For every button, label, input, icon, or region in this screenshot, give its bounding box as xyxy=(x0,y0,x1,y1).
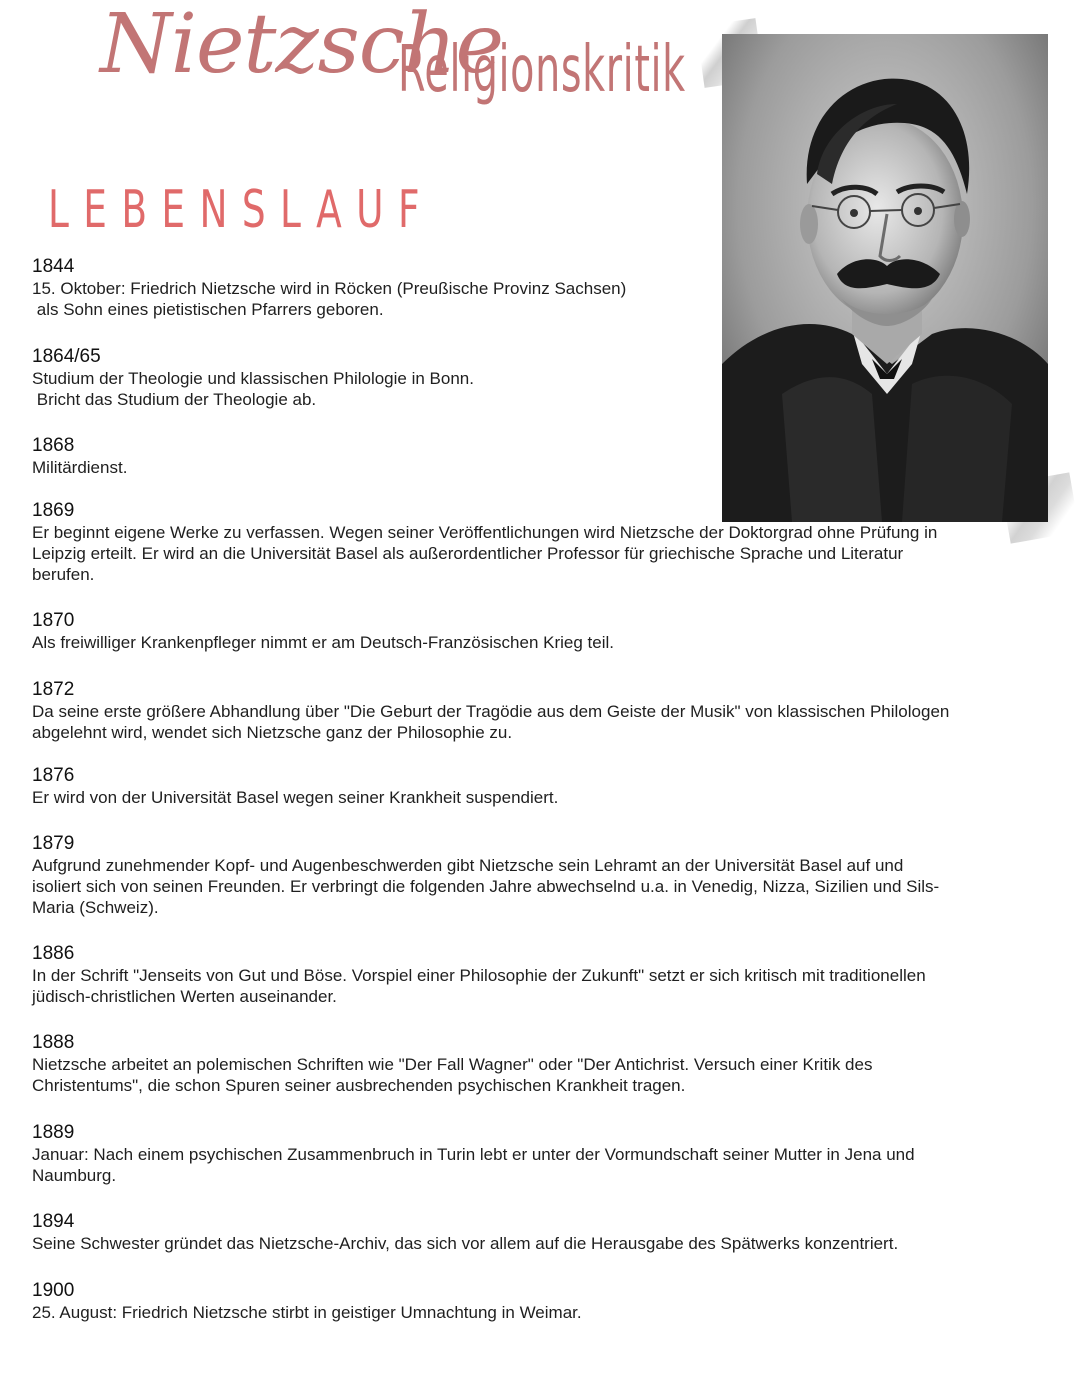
timeline-text: 15. Oktober: Friedrich Nietzsche wird in Röcken (Preußische Provinz Sachsen) als Sohn eines pietistischen Pfarrers geboren. xyxy=(32,279,627,319)
timeline-entry-1864-65 xyxy=(32,346,1032,410)
timeline-entry-1888 xyxy=(32,1032,1032,1096)
timeline-text: 25. August: Friedrich Nietzsche stirbt in geistiger Umnachtung in Weimar. xyxy=(32,1303,582,1322)
timeline-entry-1872 xyxy=(32,679,1032,743)
timeline-text: Aufgrund zunehmender Kopf- und Augenbeschwerden gibt Nietzsche sein Lehramt an der Universität Basel auf und isoliert sich von seinen Freunden. Er verbringt die folgenden Jahre abwechselnd u.a. in Venedig, Nizza, Sizilien und Sils- Maria (Schweiz). xyxy=(32,856,940,917)
timeline-year: 1889 xyxy=(32,1122,75,1143)
timeline-text: Als freiwilliger Krankenpfleger nimmt er am Deutsch-Französischen Krieg teil. xyxy=(32,633,614,652)
timeline-year: 1876 xyxy=(32,765,75,786)
timeline-year: 1869 xyxy=(32,500,75,521)
timeline-entry-1868 xyxy=(32,435,1032,478)
timeline-year: 1888 xyxy=(32,1032,75,1053)
timeline-text: In der Schrift "Jenseits von Gut und Böse. Vorspiel einer Philosophie der Zukunft" setzt er sich kritisch mit traditionellen jüdisch-christlichen Werten auseinander. xyxy=(32,966,926,1006)
timeline-text: Studium der Theologie und klassischen Philologie in Bonn. Bricht das Studium der Theologie ab. xyxy=(32,369,474,409)
timeline-year: 1872 xyxy=(32,679,75,700)
title-script: Nietzsche xyxy=(100,0,504,92)
timeline-entry-1876 xyxy=(32,765,1032,808)
timeline-year: 1844 xyxy=(32,256,75,277)
timeline-year: 1868 xyxy=(32,435,75,456)
timeline-text: Januar: Nach einem psychischen Zusammenbruch in Turin lebt er unter der Vormundschaft seiner Mutter in Jena und Naumburg. xyxy=(32,1145,915,1185)
timeline-entry-1900 xyxy=(32,1280,1032,1323)
timeline-year: 1870 xyxy=(32,610,75,631)
timeline-year: 1894 xyxy=(32,1211,75,1232)
timeline-entry-1879 xyxy=(32,833,1032,918)
title-caps: Religionskritik xyxy=(398,33,686,107)
timeline-entry-1886 xyxy=(32,943,1032,1007)
timeline-year: 1864/65 xyxy=(32,346,101,367)
section-heading: LEBENSLAUF xyxy=(48,180,434,240)
timeline-year: 1886 xyxy=(32,943,75,964)
timeline-entry-1870 xyxy=(32,610,1032,653)
timeline-entry-1844 xyxy=(32,256,1032,320)
timeline-text: Da seine erste größere Abhandlung über "Die Geburt der Tragödie aus dem Geiste der Musik" von klassischen Philologen abgelehnt wird, wendet sich Nietzsche ganz der Philosophie zu. xyxy=(32,702,950,742)
timeline-entry-1894 xyxy=(32,1211,1032,1254)
timeline-entry-1889 xyxy=(32,1122,1032,1186)
timeline-year: 1900 xyxy=(32,1280,75,1301)
timeline-text: Er beginnt eigene Werke zu verfassen. Wegen seiner Veröffentlichungen wird Nietzsche der Doktorgrad ohne Prüfung in Leipzig erteilt. Er wird an die Universität Basel als außerordentlicher Professor für griechische Sprache und Literatur berufen. xyxy=(32,523,938,584)
timeline-text: Er wird von der Universität Basel wegen seiner Krankheit suspendiert. xyxy=(32,788,559,807)
timeline-text: Seine Schwester gründet das Nietzsche-Archiv, das sich vor allem auf die Herausgabe des Spätwerks konzentriert. xyxy=(32,1234,899,1253)
timeline-year: 1879 xyxy=(32,833,75,854)
timeline-entry-1869 xyxy=(32,500,1032,585)
timeline-text: Militärdienst. xyxy=(32,458,128,477)
timeline-text: Nietzsche arbeitet an polemischen Schriften wie "Der Fall Wagner" oder "Der Antichrist. Versuch einer Kritik des Christentums", die schon Spuren seiner ausbrechenden psychischen Krankheit tragen. xyxy=(32,1055,873,1095)
